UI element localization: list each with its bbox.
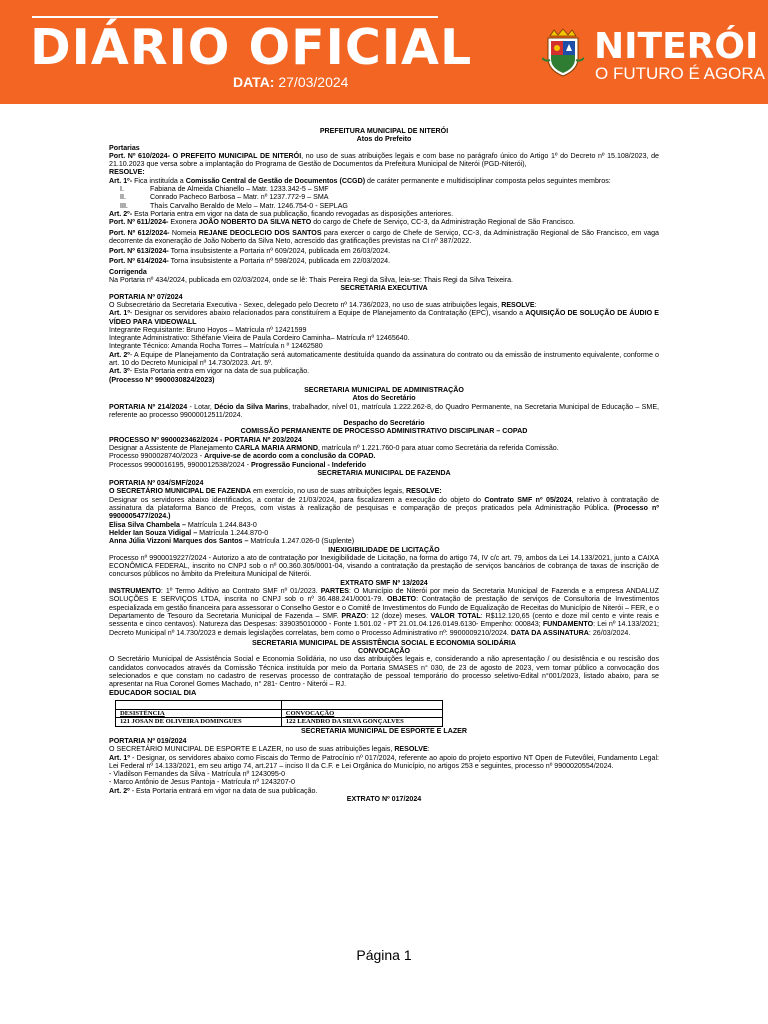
- portaria-heading: PORTARIA Nº 019/2024: [109, 737, 187, 745]
- sports-article-1: Art. 1º - Designar, os servidores abaixo como Fiscais do Termo de Patrocínio nº 017/2024, referente ao apoio do projeto esportivo NT Open de Futevôlei, Fundamento Legal: Lei Federal nº 14.133/2021, em seu artigo 74, art.217 – inciso II da C.F. e Lei Orgânica do Município, no artigos 253 e seguintes, processo nº 9900020554/2024.: [109, 753, 659, 770]
- portaria-613: Port. Nº 613/2024- Torna insubsistente a Portaria nº 609/2024, publicada em 26/03/2024.: [109, 247, 391, 256]
- convocation-table: [115, 700, 443, 727]
- portaria-614: Port. Nº 614/2024- Torna insubsistente a Portaria nº 598/2024, publicada em 22/03/2024.: [109, 257, 391, 266]
- extract-body: INSTRUMENTO: 1º Termo Aditivo ao Contrato SMF nº 01/2023. PARTES: O Município de Niterói por meio da Secretaria Municipal de Fazenda e a empresa ANDALUZ SOLUÇÕES E SERVIÇOS LTDA, inscrita no CNPJ sob o nº 36.488.241/0001-79. OBJETO: Contratação de prestação de serviços de Consultoria de Investimentos especializada em gestão financeira para assessorar o Conselho Gestor e o Comitê de Investimentos do Fundo de Equalização de Receitas do Município de Niterói – FER, e o Departamento de Tesouro da Secretaria Municipal de Fazenda – SMF. PRAZO: 12 (doze) meses. VALOR TOTAL: R$112.120,65 (cento e doze mil cento e vinte reais e sessenta e cinco centavos). Natureza das Despesas: 339035010000 - Fonte 1.501.02 - PT 21.01.04.126.0149.6130- Empenho: 000843; FUNDAMENTO: Lei nº 14.133/2021; Decreto Municipal nº 14.730/2023 e demais legislações correlatas, bem como o Processo Administrativo nº: 9900009210/2024. DATA DA ASSINATURA: 26/03/2024.: [109, 587, 660, 637]
- copad-decision: Processo 9900028740/2023 - Arquive-se de acordo com a conclusão da COPAD.: [109, 452, 376, 461]
- portaria-07-intro: O Subsecretário da Secretaria Executiva - Sexec, delegado pelo Decreto nº 14.736/2023, no uso de suas atribuições legais, RESOLVE:: [109, 300, 537, 309]
- sports-article-2: Art. 2º - Esta Portaria entrará em vigor na data de sua publicação.: [109, 786, 318, 795]
- corrigenda-text: Na Portaria nº 434/2024, publicada em 02/03/2024, onde se lê: Thais Pereira Regi da Silva, leia-se: Thais Regi da Silva Teixeira.: [109, 276, 514, 285]
- role-heading: EDUCADOR SOCIAL DIA: [109, 687, 197, 697]
- portaria-611: Port. Nº 611/2024- Exonera JOÃO NOBERTO DA SILVA NETO do cargo de Chefe de Serviço, CC-3, da Administração Regional de São Francisco.: [109, 218, 576, 227]
- page-number: Página 1: [356, 947, 412, 963]
- section-title: PREFEITURA MUNICIPAL DE NITERÓI: [319, 127, 449, 135]
- coat-of-arms-icon: [542, 28, 584, 78]
- copad-process: PROCESSO Nº 9900023462/2024 - PORTARIA Nº 203/2024: [109, 435, 302, 444]
- table-cell: 121 JOSAN DE OLIVEIRA DOMINGUES: [116, 718, 282, 726]
- table-row: [116, 718, 443, 726]
- exec-article-1: Art. 1º- Designar os servidores abaixo relacionados para constituírem a Equipe de Planejamento da Contratação (EPC), visando a AQUISIÇÃO DE SOLUÇÃO DE ÁUDIO E VÍDEO PARA VIDEOWALL: [109, 309, 659, 326]
- member-item: II. Conrado Pacheco Barbosa – Matr. nº 1237.772-9 – SMA: [120, 193, 329, 202]
- inspector-item: Helder Ian Souza Vidigal – Matrícula 1.244.870-0: [109, 528, 269, 537]
- portaria-610: Port. Nº 610/2024- O PREFEITO MUNICIPAL DE NITERÓI, no uso de suas atribuições legais e com base no parágrafo único do Artigo 1º do Decreto nº 15.108/2023, de 21.10.2023 que versa sobre a implantação do Programa de Gestão de Documentos da Prefeitura Municipal de Niterói (PGD-Niterói),: [109, 151, 660, 169]
- inexigibility-text: Processo nº 9900019227/2024 - Autorizo a ato de contratação por Inexigibilidade de Licitação, na forma do artigo 74, IV c/c art. 79, ambos da Lei 14.133/2021, junto a CAIXA ECONÔMICA FEDERAL, inscrito no CNPJ sob o nº 00.360.305/0001-04, visando a contratação da prestação de serviços bancários de cobrança de taxas de inscrição de concursos públicos no âmbito da Prefeitura Municipal de Niterói.: [109, 553, 659, 579]
- brand-name: NITERÓI: [594, 26, 759, 67]
- official-gazette-body: [109, 127, 659, 803]
- fazenda-intro: O SECRETÁRIO MUNICIPAL DE FAZENDA em exercício, no uso de suas atribuições legais, RESOLVE:: [109, 487, 442, 496]
- table-header-row: [116, 709, 443, 717]
- publication-date: [233, 73, 348, 91]
- inspector-item: Elisa Silva Chambela – Matrícula 1.244.843-0: [109, 520, 257, 529]
- section-title: SECRETARIA MUNICIPAL DE FAZENDA: [317, 468, 451, 477]
- member-item: III. Thaís Carvalho Beraldo de Melo – Matr. 1246.754-0 - SEPLAG: [120, 201, 348, 210]
- masthead-rule: [32, 16, 438, 18]
- corrigenda-heading: Corrigenda: [109, 267, 147, 276]
- date-value: 27/03/2024: [278, 74, 349, 90]
- member-item: I. Fabiana de Almeida Chianello – Matr. 1233.342-5 – SMF: [120, 185, 329, 194]
- copad-decision: Processos 9900016195, 9900012538/2024 - Progressão Funcional - Indeferido: [109, 460, 367, 469]
- exec-article-2: Art. 2º- A Equipe de Planejamento da Contratação será automaticamente destituída quando da assinatura do contrato ou da emissão de instrumento equivalente, conforme o art. 10 do Decreto Municipal nº 14.730/2023. Art. 5º.: [109, 350, 659, 368]
- inspector-item: - Marco Antônio de Jesus Pantoja - Matrícula nº 1243207-0: [109, 778, 295, 787]
- portarias-heading: Portarias: [109, 143, 140, 152]
- table-row: [116, 700, 443, 709]
- inspector-item: Anna Júlia Vizzoni Marques dos Santos – Matrícula 1.247.026-0 (Suplente): [109, 537, 355, 546]
- date-label: DATA:: [233, 74, 275, 90]
- brand-slogan: O FUTURO É AGORA: [595, 64, 766, 83]
- inspector-item: - Vladilson Fernandes da Silva - Matrícula nº 1243095-0: [109, 770, 286, 779]
- portaria-heading: PORTARIA Nº 034/SMF/2024: [109, 479, 204, 488]
- section-subtitle: CONVOCAÇÃO: [357, 647, 411, 656]
- section-subtitle: INEXIGIBILIDADE DE LICITAÇÃO: [328, 545, 440, 554]
- section-subtitle: Despacho do Secretário: [343, 419, 425, 428]
- column-header: DESISTÊNCIA: [116, 709, 282, 717]
- section-subtitle: COMISSÃO PERMANENTE DE PROCESSO ADMINISTRATIVO DISCIPLINAR – COPAD: [240, 427, 528, 436]
- portaria-heading: PORTARIA Nº 07/2024: [109, 292, 183, 301]
- fazenda-body: Designar os servidores abaixo identificados, a contar de 21/03/2024, para fiscalizarem a execução do objeto do Contrato SMF nº 05/2024, relativo à contratação de assinatura da plataforma Banco de Preços, com vistas à realização de pesquisas e comparação de preços praticados pela Administração Pública. (Processo nº 9900005477/2024.): [109, 495, 659, 521]
- section-title: SECRETARIA EXECUTIVA: [340, 284, 428, 293]
- table-cell: 122 LEANDRO DA SILVA GONÇALVES: [281, 718, 442, 726]
- convocation-text: O Secretário Municipal de Assistência Social e Economia Solidária, no uso das atribuições legais e, considerando a não apresentação / ou desistência e ou rescisão dos candidatos convocados através da Comissão Técnica instituída por meio da Portaria SMASES n° 030, de 23 de agosto de 2023, vem tornar público a convocação dos selecionados e que constam no cadastro de reservas processo de contratação de pessoal temporário do processo seletivo-Edital n°001/2023, listado abaixo, para se apresentar na Rua Coronel Gomes Machado, n° 281- Centro - Niterói – RJ.: [109, 655, 659, 689]
- column-header: CONVOCAÇÃO: [281, 709, 442, 717]
- exec-article-3: Art. 3º- Esta Portaria entra em vigor na data de sua publicação.: [109, 367, 310, 376]
- section-subtitle: EXTRATO SMF Nº 13/2024: [340, 578, 428, 587]
- process-number: (Processo Nº 9900030824/2023): [109, 375, 215, 384]
- copad-designation: Designar a Assistente de Planejamento CARLA MARIA ARMOND, matrícula nº 1.221.760-0 para atuar como Secretária da referida Comissão.: [109, 443, 559, 452]
- section-subtitle: Atos do Prefeito: [356, 135, 412, 144]
- sports-intro: O SECRETÁRIO MUNICIPAL DE ESPORTE E LAZER, no uso de suas atribuições legais, RESOLVE:: [109, 745, 430, 754]
- section-subtitle: Atos do Secretário: [352, 394, 416, 403]
- portaria-214: PORTARIA Nº 214/2024 - Lotar, Décio da Silva Marins, trabalhador, nível 01, matrícula 1.222.262-8, do Quadro Permanente, na Secretaria Municipal de Educação – SME, referente ao processo 99000012511/2024.: [109, 402, 660, 419]
- section-title: SECRETARIA MUNICIPAL DE ESPORTE E LAZER: [300, 726, 468, 735]
- section-title: SECRETARIA MUNICIPAL DE ASSISTÊNCIA SOCIAL E ECONOMIA SOLIDÁRIA: [251, 638, 517, 647]
- masthead-title: DIÁRIO OFICIAL: [30, 19, 473, 76]
- masthead: [0, 0, 768, 104]
- article-1: Art. 1º- Fica instituída a Comissão Central de Gestão de Documentos (CCGD) de caráter permanente e multidisciplinar composta pelos seguintes membros:: [109, 176, 611, 185]
- team-member: Integrante Técnico: Amanda Rocha Torres – Matrícula n º 12462580: [109, 342, 323, 351]
- section-subtitle: EXTRATO Nº 017/2024: [346, 795, 422, 804]
- portaria-612: Port. Nº 612/2024- Nomeia REJANE DEOCLECIO DOS SANTOS para exercer o cargo de Chefe de Serviço, CC-3, da Administração Regional de São Francisco, em vaga decorrente da exoneração de João Noberto da Silva Neto, acrescido das gratificações previstas na CI nº 387/2022.: [109, 228, 659, 245]
- team-member: Integrante Administrativo: Sthéfanie Vieira de Paula Cordeiro Caminha– Matrícula nº 12465640.: [109, 334, 410, 343]
- article-2: Art. 2º- Esta Portaria entra em vigor na data de sua publicação, ficando revogadas as disposições anteriores.: [109, 209, 454, 218]
- resolve-label: RESOLVE:: [109, 168, 145, 177]
- section-title: SECRETARIA MUNICIPAL DE ADMINISTRAÇÃO: [304, 385, 464, 394]
- team-member: Integrante Requisitante: Bruno Hoyos – Matrícula nº 12421599: [109, 325, 307, 334]
